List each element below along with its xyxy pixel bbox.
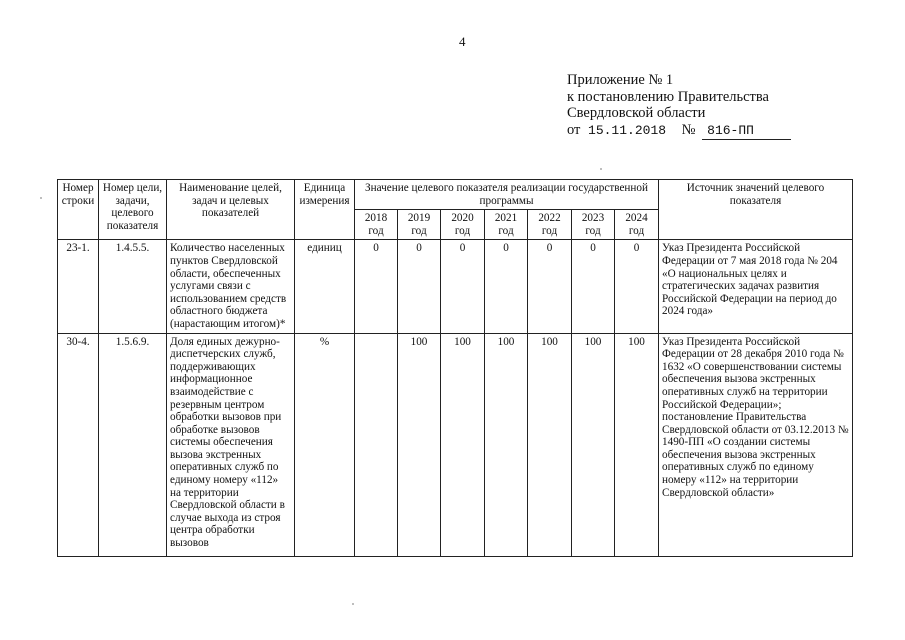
header-year-2020: 2020 год xyxy=(441,210,485,240)
table-row xyxy=(58,333,853,556)
cell-value-2020: 0 xyxy=(441,240,485,333)
cell-unit: единиц xyxy=(295,240,355,333)
cell-value-2022: 0 xyxy=(528,240,572,333)
appendix-header xyxy=(567,72,791,140)
page-number: 4 xyxy=(459,34,466,49)
cell-value-2018 xyxy=(355,333,398,556)
cell-row-number: 30-4. xyxy=(58,333,99,556)
cell-value-2023: 0 xyxy=(572,240,615,333)
cell-value-2021: 0 xyxy=(485,240,528,333)
cell-source: Указ Президента Российской Федерации от 7 мая 2018 года № 204 «О национальных целях и стратегических задачах развития Российской Федерации на период до 2024 года» xyxy=(659,240,853,333)
cell-goal-number: 1.4.5.5. xyxy=(99,240,167,333)
cell-value-2023: 100 xyxy=(572,333,615,556)
cell-name: Доля единых дежурно-диспетчерских служб, поддерживающих информационное взаимодействие с резервным центром обработки вызовов при обработке вызовов системы обеспечения вызова экстренных оперативных служб по единому номеру «112» на территории Свердловской области в случае выхода из строя центра обработки вызовов xyxy=(167,333,295,556)
appendix-region-line: Свердловской области xyxy=(567,105,706,121)
cell-unit: % xyxy=(295,333,355,556)
appendix-decree-line: к постановлению Правительства xyxy=(567,88,769,105)
scan-speck xyxy=(600,168,602,170)
table-row xyxy=(58,240,853,333)
header-goal-number: Номер цели, задачи, целевого показателя xyxy=(99,180,167,240)
cell-value-2024: 100 xyxy=(615,333,659,556)
indicator-table xyxy=(57,179,853,557)
appendix-date-line xyxy=(567,122,791,141)
cell-name: Количество населенных пунктов Свердловской области, обеспеченных услугами связи с использованием средств областного бюджета (нарастающим итогом)* xyxy=(167,240,295,333)
header-year-2021: 2021 год xyxy=(485,210,528,240)
header-name: Наименование целей, задач и целевых показателей xyxy=(167,180,295,240)
header-row-number: Номер строки xyxy=(58,180,99,240)
header-year-2024: 2024 год xyxy=(615,210,659,240)
appendix-number: 816-ПП xyxy=(702,123,791,141)
cell-value-2024: 0 xyxy=(615,240,659,333)
header-source: Источник значений целевого показателя xyxy=(659,180,853,240)
cell-source: Указ Президента Российской Федерации от 28 декабря 2010 года № 1632 «О совершенствовании системы обеспечения вызова экстренных оперативных служб на территории Российской Федерации»; постановление Правительства Свердловской области от 03.12.2013 № 1490-ПП «О создании системы обеспечения вызова экстренных оперативных служб по единому номеру «112» на территории Свердловской области» xyxy=(659,333,853,556)
scan-speck xyxy=(40,197,42,199)
cell-value-2022: 100 xyxy=(528,333,572,556)
header-year-2019: 2019 год xyxy=(398,210,441,240)
cell-value-2019: 0 xyxy=(398,240,441,333)
scan-speck xyxy=(352,603,354,605)
header-year-2022: 2022 год xyxy=(528,210,572,240)
cell-value-2020: 100 xyxy=(441,333,485,556)
cell-value-2021: 100 xyxy=(485,333,528,556)
header-values: Значение целевого показателя реализации государственной программы xyxy=(355,180,659,210)
header-year-2018: 2018 год xyxy=(355,210,398,240)
header-year-2023: 2023 год xyxy=(572,210,615,240)
appendix-number-label: № xyxy=(681,121,696,138)
cell-goal-number: 1.5.6.9. xyxy=(99,333,167,556)
appendix-from-label: от xyxy=(567,121,581,138)
cell-value-2019: 100 xyxy=(398,333,441,556)
appendix-date: 15.11.2018 xyxy=(588,122,667,138)
cell-value-2018: 0 xyxy=(355,240,398,333)
cell-row-number: 23-1. xyxy=(58,240,99,333)
appendix-title: Приложение № 1 xyxy=(567,72,674,88)
header-unit: Единица измерения xyxy=(295,180,355,240)
